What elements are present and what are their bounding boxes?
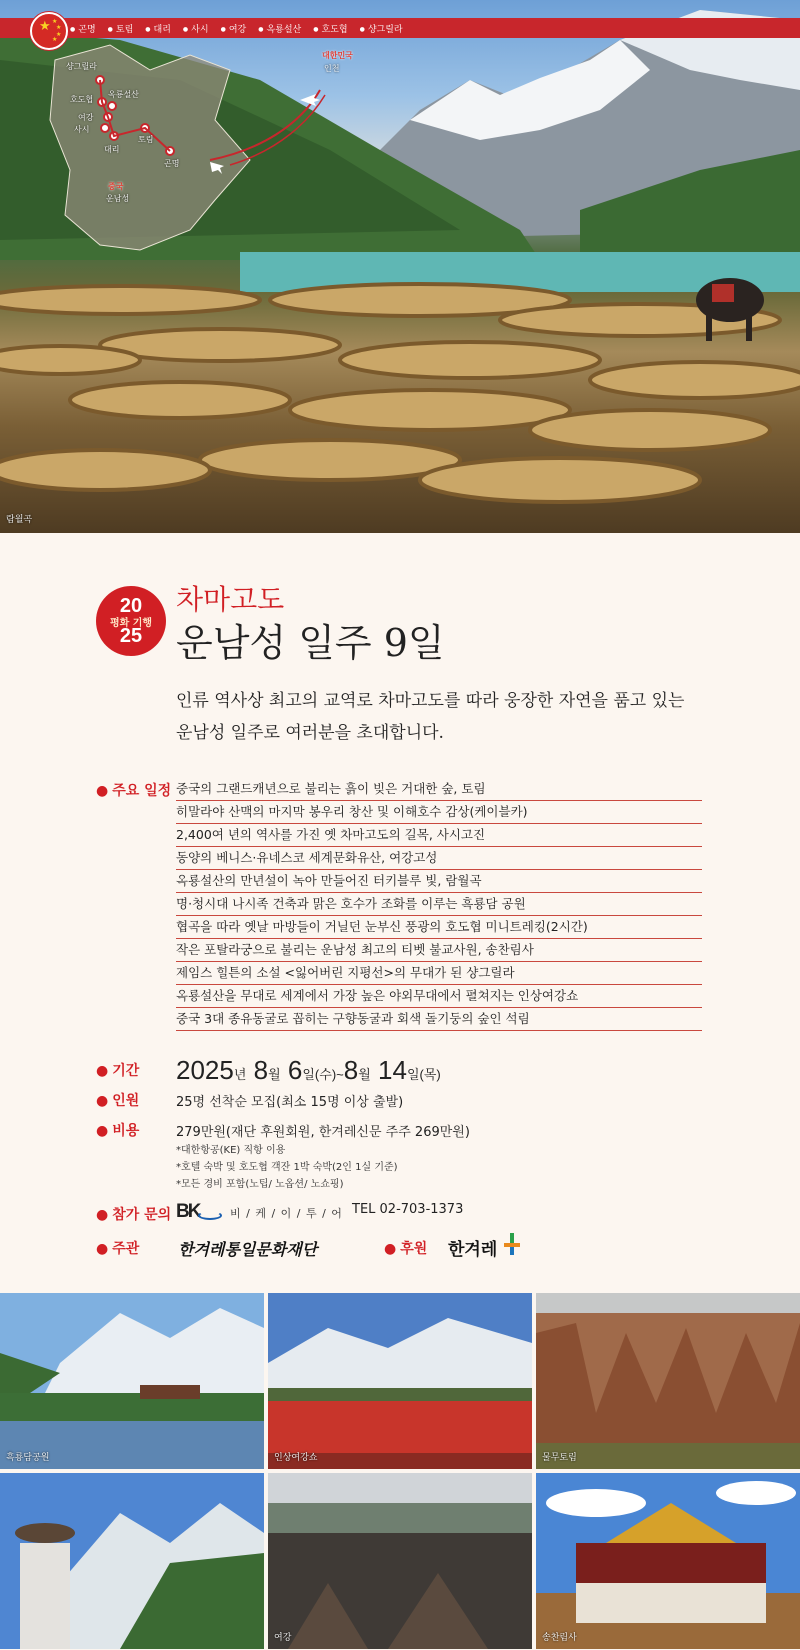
- members-label: ● 인원: [96, 1090, 139, 1110]
- earth-forest-photo: [536, 1293, 800, 1469]
- route-stop: ● 호도협: [313, 22, 347, 35]
- bk-tour-logo: [176, 1203, 224, 1221]
- china-flag-icon: ★ ★ ★ ★ ★: [30, 12, 68, 50]
- hankyoreh-logo-icon: [504, 1233, 520, 1255]
- highlight-item: 2,400여 년의 역사를 가진 옛 차마고도의 길목, 사시고진: [176, 824, 702, 847]
- map-city-label: 곤명: [164, 159, 180, 168]
- swoosh-icon: [198, 1211, 222, 1220]
- cost-label: ● 비용: [96, 1120, 139, 1140]
- bk-logo-text: BK: [176, 1201, 200, 1222]
- gallery-photo: [0, 1293, 264, 1469]
- highlight-item: 제임스 힐튼의 소설 <잃어버린 지평선>의 무대가 된 샹그릴라: [176, 962, 702, 985]
- badge-year-top: 20: [119, 595, 143, 617]
- organizer-name: 한겨레통일문화재단: [178, 1240, 318, 1259]
- year-badge: [96, 586, 166, 656]
- agency-name: 비 / 케 / 이 / 투 / 어: [230, 1207, 343, 1220]
- map-city-label: 여강: [78, 113, 94, 122]
- songzanlin-monastery-photo: [536, 1473, 800, 1649]
- gallery-caption: 인상여강쇼: [274, 1453, 318, 1463]
- hero-landscape: [0, 0, 800, 533]
- highlights-label: ● 주요 일정: [96, 780, 171, 800]
- map-city-label: 옥룡설산: [108, 90, 139, 99]
- map-province-label: 운남성: [106, 194, 130, 203]
- gallery-photo: [536, 1293, 800, 1469]
- route-stops: [70, 18, 403, 38]
- highlight-item: 히말라야 산맥의 마지막 봉우리 창산 및 이해호수 감상(케이블카): [176, 801, 702, 824]
- gallery-caption: 송찬림사: [542, 1633, 577, 1643]
- highlight-item: 중국 3대 종유동굴로 꼽히는 구향동굴과 회색 돌기둥의 숲인 석림: [176, 1008, 702, 1031]
- period-unit: 일(목): [406, 1067, 441, 1082]
- route-stop: ● 옥룡설산: [258, 22, 301, 35]
- intro-line: 인류 역사상 최고의 교역로 차마고도를 따라 웅장한 자연을 품고 있는: [176, 691, 685, 711]
- period-unit: 월: [268, 1067, 281, 1082]
- map-city-label: 대리: [104, 145, 120, 154]
- period-unit: 일(수)~: [302, 1067, 344, 1082]
- route-stop: ● 샹그릴라: [360, 22, 403, 35]
- map-city-label: 호도협: [70, 95, 94, 104]
- hero-photo: [0, 0, 800, 533]
- period-label: ● 기간: [96, 1060, 139, 1080]
- gallery-caption: 물무토림: [542, 1453, 577, 1463]
- contact-label: ● 참가 문의: [96, 1204, 171, 1224]
- highlight-item: 동양의 베니스·유네스코 세계문화유산, 여강고성: [176, 847, 702, 870]
- map-origin-city-label: 인천: [324, 64, 340, 73]
- cost-note: *대한항공(KE) 직항 이용: [176, 1145, 286, 1156]
- impression-lijiang-photo: [268, 1293, 532, 1469]
- gallery-photo: [0, 1473, 264, 1649]
- gallery-caption: 흑룡담공원: [6, 1453, 50, 1463]
- route-stop: ● 여강: [221, 22, 247, 35]
- period-day-end: 14: [378, 1055, 407, 1085]
- highlight-item: 명·청시대 나시족 건축과 맑은 호수가 조화를 이루는 흑룡담 공원: [176, 893, 702, 916]
- page-title: 운남성 일주 9일: [176, 621, 445, 665]
- gallery-caption: 여강: [274, 1633, 292, 1643]
- cost-value: 279만원(재단 후원회원, 한겨레신문 주주 269만원): [176, 1125, 470, 1140]
- route-stop: ● 토림: [108, 22, 134, 35]
- map-origin-label: 대한민국: [322, 51, 353, 60]
- sponsor-name: 한겨레: [448, 1240, 498, 1260]
- intro-text: [176, 685, 736, 749]
- period-month-start: 8: [253, 1055, 269, 1085]
- period-year-unit: 년: [233, 1067, 247, 1082]
- period-value: [176, 1055, 441, 1086]
- contact-phone[interactable]: TEL 02-703-1373: [352, 1202, 464, 1217]
- gallery-photo: [536, 1473, 800, 1649]
- highlight-item: 작은 포탈라궁으로 불리는 운남성 최고의 티벳 불교사원, 송찬림사: [176, 939, 702, 962]
- highlights-list: [176, 778, 702, 1031]
- highlight-item: 옥룡설산의 만년설이 녹아 만들어진 터키블루 빛, 람월곡: [176, 870, 702, 893]
- period-day-start: 6: [287, 1055, 303, 1085]
- highlight-item: 중국의 그랜드캐년으로 불리는 흙이 빚은 거대한 숲, 토림: [176, 778, 702, 801]
- sponsor-label: ● 후원: [384, 1238, 427, 1258]
- intro-line: 운남성 일주로 여러분을 초대합니다.: [176, 723, 444, 743]
- highlight-item: 협곡을 따라 옛날 마방들이 거닐던 눈부신 풍광의 호도협 미니트레킹(2시간): [176, 916, 702, 939]
- members-value: 25명 선착순 모집(최소 15명 이상 출발): [176, 1095, 404, 1110]
- period-month-end: 8: [343, 1055, 359, 1085]
- period-unit: 월: [358, 1067, 371, 1082]
- badge-text: 평화 기행: [109, 618, 153, 629]
- lijiang-old-town-photo: [268, 1473, 532, 1649]
- badge-year-bottom: 25: [119, 625, 143, 647]
- route-stop: ● 사시: [183, 22, 209, 35]
- hero-caption: 람월곡: [6, 515, 33, 525]
- organizer-label: ● 주관: [96, 1238, 139, 1258]
- map-city-label: 샹그릴라: [66, 62, 97, 71]
- route-bar: [0, 18, 800, 38]
- period-year: 2025: [176, 1055, 234, 1085]
- route-stop: ● 곤명: [70, 22, 96, 35]
- cost-note: *모든 경비 포함(노팁/ 노옵션/ 노쇼핑): [176, 1179, 344, 1190]
- gallery-photo: [268, 1293, 532, 1469]
- map-country-label: 중국: [108, 182, 124, 191]
- highlight-item: 옥룡설산을 무대로 세계에서 가장 높은 야외무대에서 펼쳐지는 인상여강쇼: [176, 985, 702, 1008]
- black-dragon-pool-photo: [0, 1293, 264, 1469]
- map-city-label: 토림: [138, 135, 154, 144]
- route-stop: ● 대리: [145, 22, 171, 35]
- map-city-label: 사시: [74, 125, 90, 134]
- title-subtitle: 차마고도: [176, 583, 285, 616]
- gallery-photo: [268, 1473, 532, 1649]
- cost-note: *호텔 숙박 및 호도협 객잔 1박 숙박(2인 1실 기준): [176, 1162, 398, 1173]
- tiger-leaping-gorge-photo: [0, 1473, 264, 1649]
